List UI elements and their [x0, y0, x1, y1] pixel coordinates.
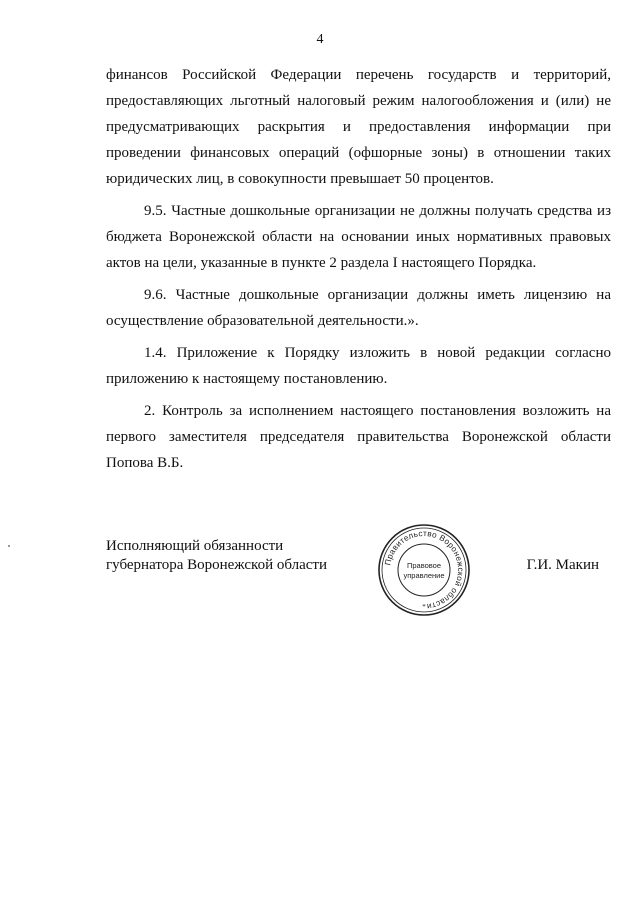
- signatory-role-line2: губернатора Воронежской области: [106, 557, 327, 573]
- paragraph-continuation: финансов Российской Федерации перечень государств и территорий, предоставляющих льготный налоговый режим налогообложения и (или) не предусматривающих раскрытия и предоставления информации при проведении финансовых операций (офшорные зоны) в отношении таких юридических лиц, в совокупности превышает 50 процентов.: [106, 67, 611, 187]
- seal-inner-ring: [382, 528, 466, 612]
- page-number: 4: [316, 32, 324, 47]
- paragraph-9-5: 9.5. Частные дошкольные организации не должны получать средства из бюджета Воронежской области на основании иных нормативных правовых актов на цели, указанные в пункте 2 раздела I настоящего Порядка.: [106, 203, 611, 271]
- seal-star-icon: *: [422, 603, 426, 611]
- paragraph-2: 2. Контроль за исполнением настоящего постановления возложить на первого заместителя председателя правительства Воронежской области Попова В.Б.: [106, 403, 611, 471]
- paragraph-1-4: 1.4. Приложение к Порядку изложить в новой редакции согласно приложению к настоящему постановлению.: [106, 345, 611, 387]
- seal-center-line1: Правовое: [406, 561, 442, 570]
- seal-center-ring: [398, 544, 450, 596]
- signature-block: [106, 537, 611, 627]
- signatory-role: [106, 537, 327, 575]
- paragraph-9-6: 9.6. Частные дошкольные организации должны иметь лицензию на осуществление образовательной деятельности.».: [106, 287, 611, 329]
- official-seal-stamp: [376, 522, 472, 618]
- seal-outer-ring: [379, 525, 469, 615]
- margin-dot: [8, 545, 10, 547]
- seal-center-line2: управление: [403, 571, 445, 580]
- seal-ring-text: Правительство Воронежской области: [383, 528, 466, 611]
- document-body: [106, 62, 611, 482]
- signatory-role-line1: Исполняющий обязанности: [106, 538, 284, 554]
- signatory-name: Г.И. Макин: [526, 557, 599, 573]
